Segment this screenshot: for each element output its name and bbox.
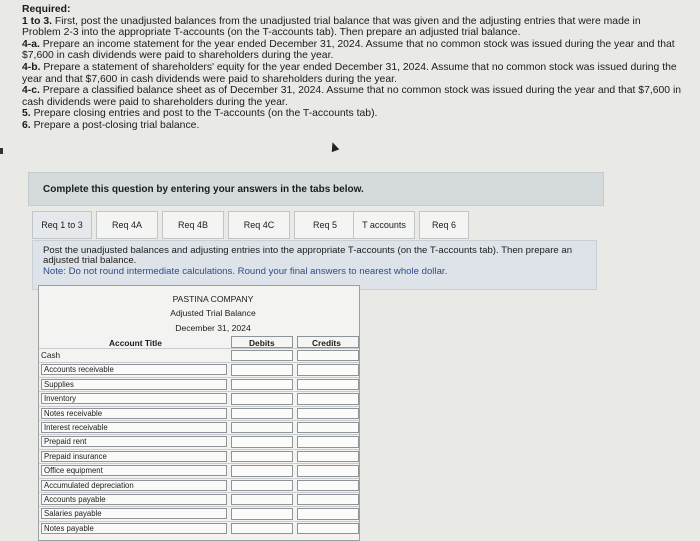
- table-row: [39, 377, 359, 391]
- company-name: PASTINA COMPANY: [172, 294, 254, 304]
- account-title-field[interactable]: [41, 436, 227, 447]
- col-account-title: Account Title: [109, 338, 162, 348]
- edge-marker: [0, 148, 3, 154]
- debit-input[interactable]: [231, 451, 293, 462]
- credit-input[interactable]: [297, 350, 359, 361]
- tab-t-accounts[interactable]: T accounts: [353, 211, 415, 239]
- account-title-text: Interest receivable: [44, 422, 108, 432]
- instruction-panel: [32, 240, 597, 290]
- table-row: [39, 406, 359, 420]
- credit-input[interactable]: [297, 465, 359, 476]
- table-row: [39, 463, 359, 477]
- account-title-text: Notes receivable: [44, 408, 103, 418]
- credit-input[interactable]: [297, 480, 359, 491]
- instruction-4c: 4-c. Prepare a classified balance sheet as of December 31, 2024. Assume that no common stock was issued during the year and that $7,600 in cash dividends were paid to shareholders during the year.: [22, 85, 682, 108]
- account-title-field[interactable]: [41, 451, 227, 462]
- account-title-field[interactable]: [41, 480, 227, 491]
- debit-input[interactable]: [231, 480, 293, 491]
- credit-input[interactable]: [297, 451, 359, 462]
- debit-input[interactable]: [231, 508, 293, 519]
- table-row: [39, 449, 359, 463]
- instructions: [22, 4, 682, 132]
- instruction-4a: 4-a. Prepare an income statement for the year ended December 31, 2024. Assume that no common stock was issued during the year and that $7,600 in cash dividends were paid to shareholders during the year.: [22, 38, 675, 62]
- credit-input[interactable]: [297, 393, 359, 404]
- table-row: [39, 521, 359, 535]
- account-title-field[interactable]: [41, 408, 227, 419]
- credit-input[interactable]: [297, 408, 359, 419]
- account-title-text: Prepaid insurance: [44, 451, 107, 461]
- mouse-cursor-icon: [329, 141, 340, 152]
- credit-input[interactable]: [297, 364, 359, 375]
- debit-input[interactable]: [231, 494, 293, 505]
- tab-req-1-to-3[interactable]: Req 1 to 3: [32, 211, 92, 239]
- account-title-field[interactable]: [41, 364, 227, 375]
- account-title-text: Office equipment: [44, 466, 103, 476]
- statement-title: Adjusted Trial Balance: [170, 308, 256, 318]
- debit-input[interactable]: [231, 422, 293, 433]
- account-title-text: Salaries payable: [44, 509, 102, 519]
- tab-req-4c[interactable]: Req 4C: [228, 211, 290, 239]
- instruction-5: 5. Prepare closing entries and post to the T-accounts (on the T-accounts tab).: [22, 108, 378, 120]
- account-title-field[interactable]: [41, 508, 227, 519]
- account-title-field[interactable]: [41, 379, 227, 390]
- account-title-text: Prepaid rent: [44, 437, 87, 447]
- account-title-field[interactable]: [41, 523, 227, 534]
- account-title-text: Accounts payable: [44, 494, 106, 504]
- account-title-text: Notes payable: [44, 523, 94, 533]
- debit-input[interactable]: [231, 379, 293, 390]
- debit-input[interactable]: [231, 350, 293, 361]
- instruction-1-3: 1 to 3. First, post the unadjusted balances from the unadjusted trial balance that was given and the adjusting entries that were made in Problem 2-3 into the appropriate T-accounts (on the T-accounts tab). Then prepare an adjusted trial balance.: [22, 15, 641, 39]
- table-row: [39, 348, 359, 362]
- adjusted-trial-balance: [38, 285, 360, 541]
- account-title-field[interactable]: [41, 393, 227, 404]
- tab-req-4a[interactable]: Req 4A: [96, 211, 158, 239]
- account-title-field[interactable]: [41, 494, 227, 505]
- credit-input[interactable]: [297, 436, 359, 447]
- table-row: [39, 391, 359, 405]
- statement-date: December 31, 2024: [175, 323, 251, 333]
- credit-input[interactable]: [297, 379, 359, 390]
- debit-input[interactable]: [231, 393, 293, 404]
- col-credits: Credits: [312, 338, 341, 348]
- account-title-text: Supplies: [44, 379, 74, 389]
- panel-text: Post the unadjusted balances and adjusting entries into the appropriate T-accounts (on the T-accounts tab). Then prepare an adjusted trial balance.: [43, 245, 573, 267]
- debit-input[interactable]: [231, 436, 293, 447]
- tab-req-6[interactable]: Req 6: [419, 211, 469, 239]
- credit-input[interactable]: [297, 508, 359, 519]
- requirement-tabs: [32, 211, 472, 241]
- complete-question-banner: Complete this question by entering your answers in the tabs below.: [28, 172, 604, 206]
- instruction-4b: 4-b. Prepare a statement of shareholders' equity for the year ended December 31, 2024. Assume that no common stock was issued during the year and that $7,600 in cash dividends were paid to shareholders during the year.: [22, 61, 677, 85]
- credit-input[interactable]: [297, 523, 359, 534]
- debit-input[interactable]: [231, 465, 293, 476]
- table-row: [39, 506, 359, 520]
- credit-input[interactable]: [297, 422, 359, 433]
- debit-input[interactable]: [231, 523, 293, 534]
- account-title-text: Inventory: [44, 394, 77, 404]
- table-row: [39, 420, 359, 434]
- tab-req-5[interactable]: Req 5: [294, 211, 356, 239]
- table-row: [39, 492, 359, 506]
- account-title-field[interactable]: Cash: [41, 351, 61, 360]
- panel-note: Note: Do not round intermediate calculations. Round your final answers to nearest whole dollar.: [43, 265, 448, 277]
- tab-req-4b[interactable]: Req 4B: [162, 211, 224, 239]
- account-title-text: Accounts receivable: [44, 365, 114, 375]
- table-row: [39, 478, 359, 492]
- account-title-field[interactable]: [41, 465, 227, 476]
- account-title-text: Accumulated depreciation: [44, 480, 134, 490]
- credit-input[interactable]: [297, 494, 359, 505]
- instruction-6: 6. Prepare a post-closing trial balance.: [22, 119, 200, 131]
- debit-input[interactable]: [231, 364, 293, 375]
- table-row: [39, 434, 359, 448]
- trial-balance-rows: [39, 348, 359, 535]
- required-heading: Required:: [22, 4, 71, 15]
- account-title-field[interactable]: [41, 422, 227, 433]
- col-debits: Debits: [249, 338, 275, 348]
- debit-input[interactable]: [231, 408, 293, 419]
- table-row: [39, 362, 359, 376]
